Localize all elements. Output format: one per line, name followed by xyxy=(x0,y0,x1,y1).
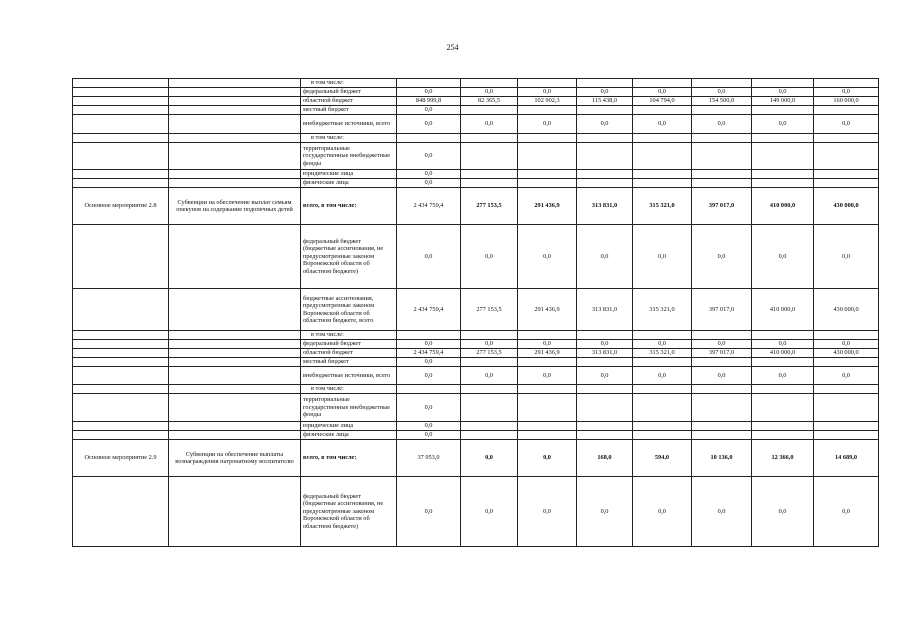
row-label: в том числе: xyxy=(301,331,397,340)
value-cell xyxy=(692,422,752,431)
table-row xyxy=(73,88,879,97)
value-cell: 848 999,8 xyxy=(397,97,461,106)
value-cell: 410 000,0 xyxy=(752,289,814,331)
value-cell xyxy=(577,358,633,367)
value-cell: 0,0 xyxy=(397,179,461,188)
value-cell: 0,0 xyxy=(397,367,461,385)
value-cell: 0,0 xyxy=(518,440,577,477)
value-cell: 0,0 xyxy=(518,225,577,289)
value-cell: 0,0 xyxy=(752,477,814,547)
row-label: федеральный бюджет xyxy=(301,340,397,349)
value-cell xyxy=(518,358,577,367)
value-cell: 291 436,9 xyxy=(518,289,577,331)
value-cell: 277 153,5 xyxy=(461,188,518,225)
table-row xyxy=(73,440,879,477)
value-cell: 0,0 xyxy=(461,440,518,477)
value-cell xyxy=(752,79,814,88)
value-cell xyxy=(814,385,879,394)
value-cell: 0,0 xyxy=(397,340,461,349)
row-label: внебюджетные источники, всего xyxy=(301,367,397,385)
value-cell: 313 831,0 xyxy=(577,188,633,225)
value-cell xyxy=(577,431,633,440)
value-cell: 0,0 xyxy=(814,115,879,134)
value-cell xyxy=(518,79,577,88)
value-cell: 430 000,0 xyxy=(814,289,879,331)
table-row xyxy=(73,188,879,225)
value-cell xyxy=(692,106,752,115)
value-cell: 0,0 xyxy=(633,115,692,134)
value-cell: 0,0 xyxy=(518,477,577,547)
table-row xyxy=(73,349,879,358)
value-cell: 0,0 xyxy=(814,477,879,547)
value-cell xyxy=(461,422,518,431)
value-cell xyxy=(814,422,879,431)
value-cell xyxy=(692,331,752,340)
value-cell xyxy=(577,143,633,170)
value-cell: 0,0 xyxy=(518,115,577,134)
value-cell xyxy=(752,134,814,143)
value-cell xyxy=(752,422,814,431)
value-cell xyxy=(397,79,461,88)
value-cell xyxy=(814,431,879,440)
activity-title-cell xyxy=(73,134,169,143)
table-row xyxy=(73,106,879,115)
value-cell: 0,0 xyxy=(397,88,461,97)
value-cell: 0,0 xyxy=(814,225,879,289)
activity-title-cell xyxy=(73,431,169,440)
activity-name-cell xyxy=(169,115,301,134)
activity-title: Основное мероприятие 2.9 xyxy=(73,440,169,477)
value-cell xyxy=(692,79,752,88)
activity-name-cell xyxy=(169,431,301,440)
value-cell: 0,0 xyxy=(633,88,692,97)
activity-name-cell xyxy=(169,170,301,179)
value-cell: 0,0 xyxy=(397,115,461,134)
activity-name: Субвенции на обеспечение выплат семьям опекунов на содержание подопечных детей xyxy=(169,188,301,225)
value-cell xyxy=(814,134,879,143)
activity-name-cell xyxy=(169,385,301,394)
value-cell: 149 000,0 xyxy=(752,97,814,106)
value-cell: 0,0 xyxy=(814,340,879,349)
value-cell xyxy=(577,170,633,179)
value-cell xyxy=(397,331,461,340)
value-cell xyxy=(518,179,577,188)
value-cell: 0,0 xyxy=(397,422,461,431)
value-cell xyxy=(633,385,692,394)
value-cell: 0,0 xyxy=(752,225,814,289)
activity-name-cell xyxy=(169,106,301,115)
value-cell xyxy=(461,106,518,115)
table-row xyxy=(73,115,879,134)
value-cell: 0,0 xyxy=(633,367,692,385)
value-cell xyxy=(814,79,879,88)
activity-name-cell xyxy=(169,340,301,349)
activity-title-cell xyxy=(73,385,169,394)
value-cell xyxy=(577,394,633,422)
value-cell: 397 017,0 xyxy=(692,188,752,225)
value-cell: 430 000,0 xyxy=(814,349,879,358)
activity-title-cell xyxy=(73,170,169,179)
table-row xyxy=(73,143,879,170)
value-cell: 0,0 xyxy=(461,367,518,385)
table-row xyxy=(73,97,879,106)
value-cell xyxy=(752,179,814,188)
value-cell xyxy=(633,331,692,340)
value-cell: 0,0 xyxy=(692,88,752,97)
value-cell xyxy=(518,143,577,170)
activity-name: Субвенции на обеспечение выплаты вознаграждения патронатному воспитателю xyxy=(169,440,301,477)
value-cell: 291 436,9 xyxy=(518,188,577,225)
value-cell xyxy=(633,79,692,88)
value-cell xyxy=(461,134,518,143)
value-cell: 0,0 xyxy=(577,88,633,97)
value-cell xyxy=(692,431,752,440)
value-cell: 154 500,0 xyxy=(692,97,752,106)
row-label: всего, в том числе: xyxy=(301,188,397,225)
row-label: федеральный бюджет (бюджетные ассигнования, не предусмотренные законом Воронежской области об областном бюджете) xyxy=(301,225,397,289)
value-cell: 277 153,5 xyxy=(461,349,518,358)
value-cell xyxy=(814,179,879,188)
value-cell: 0,0 xyxy=(397,170,461,179)
value-cell xyxy=(752,331,814,340)
value-cell xyxy=(633,143,692,170)
value-cell: 0,0 xyxy=(752,115,814,134)
value-cell xyxy=(814,170,879,179)
table-row xyxy=(73,134,879,143)
row-label: территориальные государственные внебюджетные фонды xyxy=(301,394,397,422)
value-cell: 277 153,5 xyxy=(461,289,518,331)
activity-name-cell xyxy=(169,394,301,422)
value-cell: 0,0 xyxy=(633,225,692,289)
value-cell xyxy=(397,134,461,143)
row-label: областной бюджет xyxy=(301,349,397,358)
activity-title-cell xyxy=(73,143,169,170)
value-cell: 0,0 xyxy=(397,431,461,440)
value-cell xyxy=(752,143,814,170)
activity-name-cell xyxy=(169,143,301,170)
activity-title-cell xyxy=(73,358,169,367)
value-cell: 0,0 xyxy=(518,88,577,97)
value-cell xyxy=(461,385,518,394)
value-cell: 0,0 xyxy=(752,367,814,385)
table-row xyxy=(73,340,879,349)
value-cell xyxy=(692,385,752,394)
value-cell xyxy=(814,394,879,422)
value-cell: 104 794,0 xyxy=(633,97,692,106)
value-cell xyxy=(752,431,814,440)
value-cell xyxy=(461,358,518,367)
row-label: в том числе: xyxy=(301,134,397,143)
value-cell: 291 436,9 xyxy=(518,349,577,358)
value-cell xyxy=(752,170,814,179)
value-cell: 12 366,0 xyxy=(752,440,814,477)
value-cell xyxy=(633,179,692,188)
value-cell: 315 321,0 xyxy=(633,289,692,331)
value-cell: 0,0 xyxy=(397,477,461,547)
value-cell xyxy=(577,79,633,88)
value-cell xyxy=(461,431,518,440)
value-cell: 2 434 759,4 xyxy=(397,289,461,331)
value-cell xyxy=(633,358,692,367)
value-cell xyxy=(518,394,577,422)
row-label: внебюджетные источники, всего xyxy=(301,115,397,134)
activity-name-cell xyxy=(169,289,301,331)
value-cell: 82 365,5 xyxy=(461,97,518,106)
activity-name-cell xyxy=(169,179,301,188)
value-cell: 0,0 xyxy=(692,115,752,134)
value-cell xyxy=(461,179,518,188)
value-cell xyxy=(577,179,633,188)
value-cell: 0,0 xyxy=(692,367,752,385)
value-cell xyxy=(752,106,814,115)
value-cell: 0,0 xyxy=(633,477,692,547)
value-cell: 2 434 759,4 xyxy=(397,349,461,358)
value-cell xyxy=(752,385,814,394)
value-cell xyxy=(633,431,692,440)
row-label: местный бюджет xyxy=(301,106,397,115)
value-cell xyxy=(577,106,633,115)
value-cell: 0,0 xyxy=(397,143,461,170)
value-cell: 313 831,0 xyxy=(577,289,633,331)
activity-title-cell xyxy=(73,179,169,188)
activity-title-cell xyxy=(73,79,169,88)
value-cell: 0,0 xyxy=(461,340,518,349)
activity-name-cell xyxy=(169,88,301,97)
value-cell: 0,0 xyxy=(397,225,461,289)
value-cell: 115 438,0 xyxy=(577,97,633,106)
value-cell xyxy=(752,394,814,422)
activity-title-cell xyxy=(73,422,169,431)
activity-title-cell xyxy=(73,394,169,422)
value-cell xyxy=(461,79,518,88)
row-label: в том числе: xyxy=(301,79,397,88)
activity-title-cell xyxy=(73,289,169,331)
activity-title-cell xyxy=(73,367,169,385)
activity-name-cell xyxy=(169,477,301,547)
value-cell xyxy=(577,422,633,431)
activity-title: Основное мероприятие 2.8 xyxy=(73,188,169,225)
value-cell xyxy=(633,170,692,179)
table-row xyxy=(73,79,879,88)
value-cell xyxy=(814,358,879,367)
activity-title-cell xyxy=(73,106,169,115)
row-label: физические лица xyxy=(301,179,397,188)
value-cell: 102 902,3 xyxy=(518,97,577,106)
table-row xyxy=(73,331,879,340)
row-label: всего, в том числе: xyxy=(301,440,397,477)
value-cell xyxy=(752,358,814,367)
value-cell: 160 000,0 xyxy=(814,97,879,106)
value-cell: 0,0 xyxy=(518,340,577,349)
activity-title-cell xyxy=(73,88,169,97)
table-row xyxy=(73,431,879,440)
value-cell xyxy=(814,143,879,170)
budget-table xyxy=(72,78,879,547)
value-cell xyxy=(577,331,633,340)
value-cell xyxy=(518,422,577,431)
activity-title-cell xyxy=(73,349,169,358)
activity-title-cell xyxy=(73,225,169,289)
activity-title-cell xyxy=(73,97,169,106)
value-cell: 397 017,0 xyxy=(692,289,752,331)
table-row xyxy=(73,289,879,331)
value-cell xyxy=(518,431,577,440)
value-cell xyxy=(461,143,518,170)
row-label: территориальные государственные внебюджетные фонды xyxy=(301,143,397,170)
value-cell xyxy=(577,134,633,143)
value-cell: 0,0 xyxy=(692,225,752,289)
value-cell xyxy=(461,170,518,179)
value-cell xyxy=(692,143,752,170)
value-cell xyxy=(692,394,752,422)
table-row xyxy=(73,358,879,367)
value-cell: 594,0 xyxy=(633,440,692,477)
value-cell: 0,0 xyxy=(814,88,879,97)
table-body xyxy=(73,79,879,547)
table-row xyxy=(73,477,879,547)
value-cell: 397 017,0 xyxy=(692,349,752,358)
row-label: федеральный бюджет xyxy=(301,88,397,97)
table-row xyxy=(73,170,879,179)
value-cell: 0,0 xyxy=(577,367,633,385)
value-cell: 0,0 xyxy=(397,394,461,422)
value-cell: 0,0 xyxy=(577,115,633,134)
value-cell: 410 000,0 xyxy=(752,188,814,225)
activity-name-cell xyxy=(169,422,301,431)
activity-name-cell xyxy=(169,225,301,289)
value-cell xyxy=(518,385,577,394)
row-label: юридические лица xyxy=(301,170,397,179)
value-cell xyxy=(692,134,752,143)
activity-name-cell xyxy=(169,134,301,143)
value-cell xyxy=(692,179,752,188)
row-label: федеральный бюджет (бюджетные ассигнования, не предусмотренные законом Воронежской области об областном бюджете) xyxy=(301,477,397,547)
value-cell: 10 136,0 xyxy=(692,440,752,477)
value-cell: 168,0 xyxy=(577,440,633,477)
value-cell xyxy=(814,106,879,115)
value-cell: 0,0 xyxy=(397,358,461,367)
value-cell: 0,0 xyxy=(577,225,633,289)
value-cell: 0,0 xyxy=(577,477,633,547)
activity-name-cell xyxy=(169,358,301,367)
table-row xyxy=(73,385,879,394)
activity-title-cell xyxy=(73,331,169,340)
table-row xyxy=(73,179,879,188)
value-cell xyxy=(633,134,692,143)
value-cell: 410 000,0 xyxy=(752,349,814,358)
value-cell xyxy=(397,385,461,394)
value-cell: 0,0 xyxy=(633,340,692,349)
table-row xyxy=(73,394,879,422)
value-cell: 14 689,0 xyxy=(814,440,879,477)
value-cell: 0,0 xyxy=(752,340,814,349)
row-label: областной бюджет xyxy=(301,97,397,106)
value-cell: 0,0 xyxy=(461,225,518,289)
value-cell: 313 831,0 xyxy=(577,349,633,358)
value-cell: 37 953,0 xyxy=(397,440,461,477)
activity-name-cell xyxy=(169,79,301,88)
row-label: юридические лица xyxy=(301,422,397,431)
value-cell: 0,0 xyxy=(814,367,879,385)
activity-title-cell xyxy=(73,340,169,349)
value-cell xyxy=(633,106,692,115)
table-row xyxy=(73,422,879,431)
row-label: бюджетные ассигнования, предусмотренные законом Воронежской области об областном бюджете, всего xyxy=(301,289,397,331)
value-cell xyxy=(814,331,879,340)
value-cell xyxy=(518,331,577,340)
activity-name-cell xyxy=(169,349,301,358)
activity-name-cell xyxy=(169,367,301,385)
page-number: 254 xyxy=(446,43,459,52)
value-cell: 0,0 xyxy=(692,340,752,349)
activity-name-cell xyxy=(169,331,301,340)
value-cell xyxy=(461,331,518,340)
value-cell xyxy=(518,106,577,115)
row-label: местный бюджет xyxy=(301,358,397,367)
value-cell: 0,0 xyxy=(577,340,633,349)
table-row xyxy=(73,367,879,385)
value-cell: 315 321,0 xyxy=(633,349,692,358)
value-cell: 0,0 xyxy=(752,88,814,97)
row-label: в том числе: xyxy=(301,385,397,394)
value-cell: 430 000,0 xyxy=(814,188,879,225)
value-cell: 0,0 xyxy=(397,106,461,115)
value-cell xyxy=(633,394,692,422)
value-cell: 0,0 xyxy=(518,367,577,385)
value-cell xyxy=(692,358,752,367)
activity-title-cell xyxy=(73,115,169,134)
value-cell xyxy=(461,394,518,422)
value-cell xyxy=(518,134,577,143)
value-cell xyxy=(577,385,633,394)
value-cell xyxy=(692,170,752,179)
value-cell: 315 321,0 xyxy=(633,188,692,225)
value-cell: 0,0 xyxy=(461,88,518,97)
value-cell: 0,0 xyxy=(692,477,752,547)
table-row xyxy=(73,225,879,289)
value-cell: 0,0 xyxy=(461,477,518,547)
value-cell: 0,0 xyxy=(461,115,518,134)
activity-title-cell xyxy=(73,477,169,547)
value-cell: 2 434 759,4 xyxy=(397,188,461,225)
row-label: физические лица xyxy=(301,431,397,440)
value-cell xyxy=(518,170,577,179)
value-cell xyxy=(633,422,692,431)
activity-name-cell xyxy=(169,97,301,106)
